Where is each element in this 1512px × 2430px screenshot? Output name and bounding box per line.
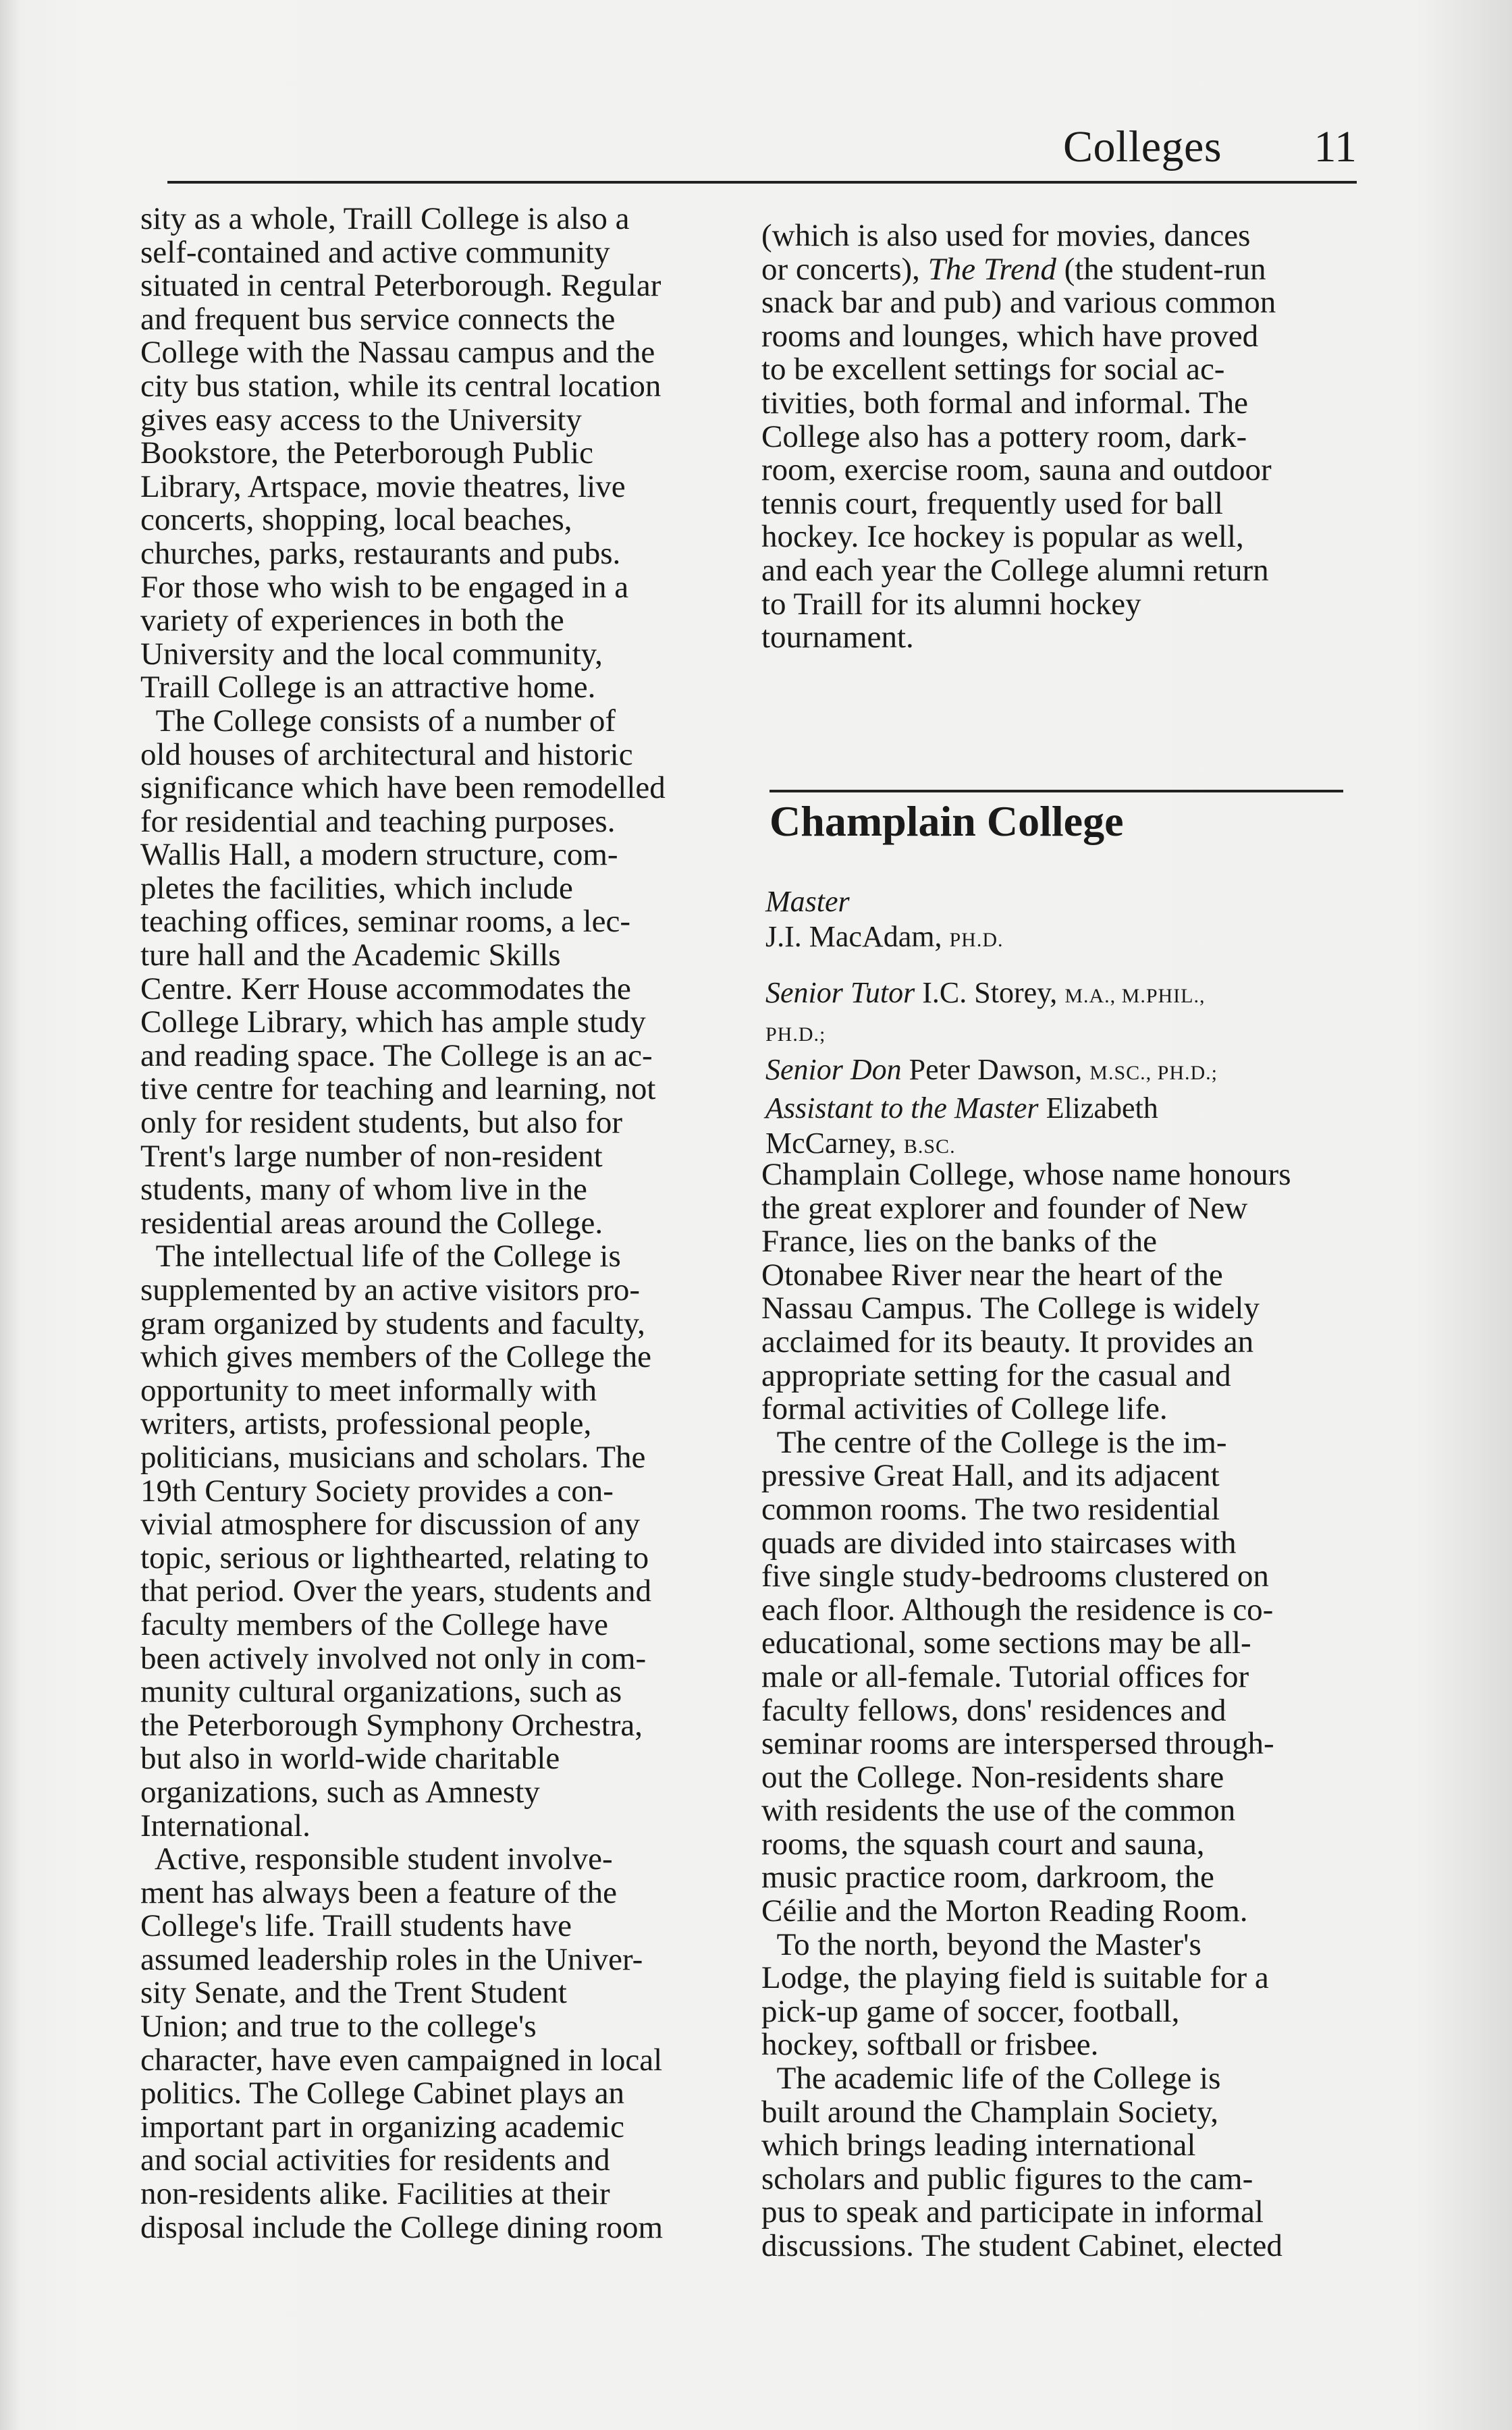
text-line: tournament. [761, 620, 914, 655]
text-line: only for resident students, but also for [140, 1105, 623, 1141]
role-label: Master [765, 885, 850, 918]
text-line: and each year the College alumni return [761, 552, 1269, 588]
degree: B.SC. [903, 1135, 956, 1158]
text-line: tivities, both formal and informal. The [761, 385, 1248, 421]
text-line: scholars and public figures to the cam- [761, 2161, 1253, 2196]
text-line: quads are divided into staircases with [761, 1525, 1237, 1561]
text-line: Union; and true to the college's [140, 2009, 537, 2045]
text-line: which gives members of the College the [140, 1339, 652, 1375]
text-line: The intellectual life of the College is [140, 1239, 621, 1274]
section-rule [770, 790, 1343, 792]
text-line: writers, artists, professional people, [140, 1406, 592, 1442]
left-column [140, 202, 734, 2244]
text-line: with residents the use of the common [761, 1793, 1236, 1829]
text-line: to be excellent settings for social ac- [761, 352, 1225, 387]
text-line: and reading space. The College is an ac- [140, 1037, 653, 1073]
assistant-entry [765, 1091, 1359, 1126]
text-line [761, 253, 1355, 287]
text-line: Champlain College, whose name honours [761, 1157, 1291, 1192]
text-line: 19th Century Society provides a con- [140, 1473, 614, 1509]
text-line: College also has a pottery room, dark- [761, 418, 1247, 454]
text-line: Wallis Hall, a modern structure, com- [140, 837, 618, 873]
name: McCarney, [765, 1127, 904, 1160]
right-column-bottom [761, 1158, 1355, 2263]
text-line: pressive Great Hall, and its adjacent [761, 1458, 1220, 1494]
page-number: 11 [1314, 122, 1357, 171]
text-line: rooms, the squash court and sauna, [761, 1826, 1205, 1862]
text-line: faculty members of the College have [140, 1606, 608, 1642]
text-line: faculty fellows, dons' residences and [761, 1692, 1226, 1728]
pub-name-italic: The Trend [927, 251, 1056, 287]
text-line: educational, some sections may be all- [761, 1625, 1251, 1661]
text-line: discussions. The student Cabinet, elected [761, 2228, 1282, 2263]
text-line: Otonabee River near the heart of the [761, 1257, 1223, 1293]
text-line: sity as a whole, Traill College is also a [140, 201, 630, 236]
text-line: character, have even campaigned in local [140, 2042, 663, 2078]
text-line: organizations, such as Amnesty [140, 1774, 540, 1810]
text-line: disposal include the College dining room [140, 2209, 664, 2245]
text-line: pletes the facilities, which include [140, 870, 573, 906]
text-line: churches, parks, restaurants and pubs. [140, 535, 621, 571]
degree: M.SC., PH.D.; [1089, 1062, 1218, 1084]
text-span: or concerts), [761, 251, 928, 287]
name: Elizabeth [1038, 1091, 1158, 1125]
text-line: Traill College is an attractive home. [140, 670, 596, 705]
text-line: been actively involved not only in com- [140, 1640, 647, 1676]
text-line: hockey. Ice hockey is popular as well, [761, 519, 1244, 555]
text-line: University and the local community, [140, 636, 603, 672]
text-line: self-contained and active community [140, 234, 610, 270]
degree: PH.D.; [765, 1023, 826, 1046]
text-line: tive centre for teaching and learning, not [140, 1071, 656, 1107]
text-line: the great explorer and founder of New [761, 1190, 1248, 1226]
text-line: sity Senate, and the Trent Student [140, 1975, 567, 2011]
text-line: ture hall and the Academic Skills [140, 938, 561, 973]
text-line: that period. Over the years, students and [140, 1573, 652, 1609]
text-line: For those who wish to be engaged in a [140, 569, 629, 605]
text-line: gram organized by students and faculty, [140, 1305, 645, 1341]
text-line: formal activities of College life. [761, 1391, 1168, 1427]
text-line: Nassau Campus. The College is widely [761, 1291, 1260, 1326]
text-line: city bus station, while its central location [140, 368, 662, 404]
degree: M.A., M.PHIL., [1064, 985, 1206, 1007]
page-header [167, 115, 1357, 189]
role-label: Senior Don [765, 1053, 902, 1086]
text-line: for residential and teaching purposes. [140, 803, 616, 839]
text-line: teaching offices, seminar rooms, a lec- [140, 904, 631, 940]
name: Peter Dawson, [901, 1053, 1090, 1086]
text-line: pick-up game of soccer, football, [761, 1993, 1180, 2029]
name: J.I. MacAdam, [765, 920, 950, 953]
text-line: five single study-bedrooms clustered on [761, 1559, 1269, 1594]
text-line: tennis court, frequently used for ball [761, 485, 1223, 521]
master-name [765, 919, 1359, 958]
text-line: residential areas around the College. [140, 1205, 603, 1241]
text-line: topic, serious or lighthearted, relating to [140, 1540, 649, 1575]
text-line: appropriate setting for the casual and [761, 1357, 1231, 1393]
text-line: The academic life of the College is [761, 2061, 1221, 2097]
text-line: College Library, which has ample study [140, 1004, 646, 1040]
text-line: College with the Nassau campus and the [140, 335, 655, 371]
text-line: opportunity to meet informally with [140, 1372, 597, 1408]
text-line: The College consists of a number of [140, 703, 616, 738]
text-lines [761, 286, 1355, 655]
text-line: Active, responsible student involve- [140, 1841, 613, 1877]
text-line: rooms and lounges, which have proved [761, 318, 1259, 354]
text-line: situated in central Peterborough. Regular [140, 268, 662, 304]
tutor-entry [765, 975, 1359, 1014]
text-line: International. [140, 1808, 310, 1843]
text-line: To the north, beyond the Master's [761, 1926, 1202, 1962]
text-line: out the College. Non-residents share [761, 1759, 1224, 1795]
name: I.C. Storey, [915, 976, 1065, 1009]
text-line: and social activities for residents and [140, 2142, 610, 2178]
text-line: The centre of the College is the im- [761, 1424, 1227, 1460]
section-heading: Champlain College [770, 797, 1124, 845]
text-line: gives easy access to the University [140, 402, 582, 437]
text-line: variety of experiences in both the [140, 603, 564, 639]
tutor-degree-cont [765, 1014, 1359, 1052]
text-line: vivial atmosphere for discussion of any [140, 1507, 641, 1542]
text-line: College's life. Traill students have [140, 1908, 572, 1944]
text-line: room, exercise room, sauna and outdoor [761, 452, 1272, 488]
staff-listing [765, 884, 1359, 1164]
text-line: but also in world-wide charitable [140, 1741, 560, 1777]
role-label: Senior Tutor [765, 976, 915, 1009]
text-line: music practice room, darkroom, the [761, 1860, 1214, 1895]
text-line: assumed leadership roles in the Univer- [140, 1941, 643, 1977]
running-head: Colleges [1063, 122, 1222, 171]
text-line: significance which have been remodelled [140, 770, 666, 806]
right-column-top [761, 219, 1355, 655]
text-line: old houses of architectural and historic [140, 736, 633, 772]
text-line: male or all-female. Tutorial offices for [761, 1658, 1249, 1694]
text-line: munity cultural organizations, such as [140, 1674, 622, 1710]
text-line: politics. The College Cabinet plays an [140, 2076, 625, 2111]
degree: PH.D. [949, 929, 1004, 951]
text-line: France, lies on the banks of the [761, 1224, 1158, 1260]
text-line: hockey, softball or frisbee. [761, 2027, 1099, 2063]
don-entry [765, 1052, 1359, 1091]
role-label: Assistant to the Master [765, 1091, 1039, 1125]
text-line: snack bar and pub) and various common [761, 285, 1276, 321]
text-line: to Traill for its alumni hockey [761, 586, 1141, 622]
text-line: Library, Artspace, movie theatres, live [140, 468, 626, 504]
text-line: students, many of whom live in the [140, 1172, 587, 1208]
text-line: important part in organizing academic [140, 2109, 624, 2144]
text-line: Bookstore, the Peterborough Public [140, 435, 593, 471]
text-line: politicians, musicians and scholars. The [140, 1439, 646, 1475]
text-span: (the student-run [1056, 251, 1266, 287]
text-line: each floor. Although the residence is co- [761, 1592, 1274, 1627]
text-line: and frequent bus service connects the [140, 301, 616, 337]
text-line: built around the Champlain Society, [761, 2094, 1219, 2130]
text-line: concerts, shopping, local beaches, [140, 502, 572, 538]
text-line: Lodge, the playing field is suitable for a [761, 1960, 1269, 1996]
text-line: Centre. Kerr House accommodates the [140, 971, 631, 1006]
text-line: Céilie and the Morton Reading Room. [761, 1893, 1248, 1929]
master-role [765, 884, 1359, 919]
text-line: the Peterborough Symphony Orchestra, [140, 1707, 643, 1743]
text-line: non-residents alike. Facilities at their [140, 2176, 610, 2212]
text-line: (which is also used for movies, dances [761, 218, 1251, 253]
text-line: which brings leading international [761, 2128, 1196, 2163]
text-line: seminar rooms are interspersed through- [761, 1726, 1274, 1762]
text-line: pus to speak and participate in informal [761, 2194, 1264, 2230]
text-line: Trent's large number of non-resident [140, 1138, 603, 1174]
text-line: supplemented by an active visitors pro- [140, 1272, 641, 1307]
text-line: ment has always been a feature of the [140, 1874, 617, 1910]
header-rule [167, 181, 1357, 184]
text-line: common rooms. The two residential [761, 1491, 1220, 1527]
text-line: acclaimed for its beauty. It provides an [761, 1324, 1254, 1359]
